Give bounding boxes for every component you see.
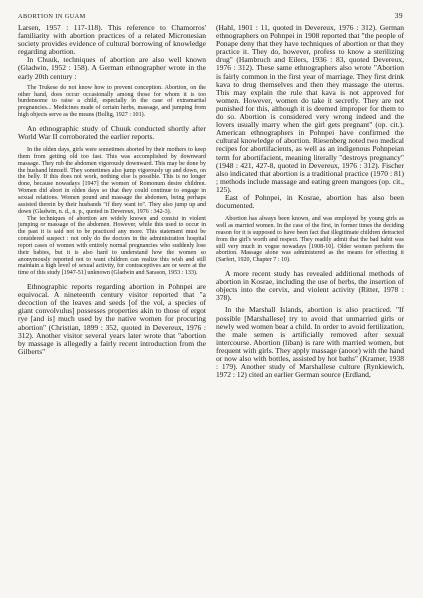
block-quote: In the olden days, girls were sometimes aborted by their mothers to keep them from getting old too fast. This was accomplished by downward massage. They rub the abdomen vigorously downward. This may be done by the husband himself. They sometimes also jump vigorously up and down, on the belly. If this does not work, nothing else is possible. This is no longer done, because nowadays [1947] the women of Romonum desire children. Women did abort in olden days so that they could continue to engage in sexual relations. Women pound and massage the abdomen, being perhaps assisted therein by their husbands "if they want to". They also jump up and down (Gladwin, n. d., n. p., quoted in Devereux, 1976 : 342-3). [18, 147, 206, 215]
page-number: 39 [394, 11, 403, 20]
block-quote: Abortion has always been known, and was employed by young girls as well as married women. In the case of the first, in former times the deciding reason for it is supposed to have been fact that illegitimate children detracted from the girl's worth and respect. They readily admit that the bad habit was still very much in vogue nowadays [1908-10]. Older women perform the abortion. Massage alone was administered as the means for effecting it (Sarfert, 1920, Chapter 7 : 10). [216, 216, 404, 264]
paragraph: In Chuuk, techniques of abortion are also well known (Gladwin, 1952 : 158). A German ethnographer wrote in the early 20th century : [18, 55, 206, 81]
paragraph: In the Marshall Islands, abortion is also practiced. "If possible [Marshallese] try to avoid that unmarried girls or newly wed women bear a child. In order to avoid fertilization, the male semen is artificially removed after sexual intercourse. Abortion (liban) is rare with married women, but frequent with girls. They apply massage (anoor) with the hand or now also with bottles, assisted by hot baths" (Kramer, 1938 : 179). Another study of Marshallese culture (Rynkiewich, 1972 : 12) cited an earlier German source (Erdland, [216, 305, 404, 380]
block-quote: The techniques of abortion are widely known and consist in violent jumping or massage of the abdomen. However, while this used to occur in the past it is said not to be practiced any more. This statement must be considered suspect : not only do the doctors in the administration hospital report cases of women with entirely normal pregnancies who suddenly lose their babies, but it is also hard to understand how the women so anonymously reported not to want children can realize this wish and still maintain a high level of sexual activity, for contraceptives are or were at the time of this study [1947-51] unknown (Gladwin and Sarason, 1953 : 133). [18, 215, 206, 277]
left-column [18, 24, 206, 379]
paragraph: Ethnographic reports regarding abortion in Pohnpei are equivocal. A nineteenth century visitor reported that "a decoction of the leaves and seeds [of the vol, a species of giant convolvulus] possesses properties akin to those of ergot rye [and is] much used by the native women for procuring abortion" (Christian, 1899 : 352, quoted in Devereux, 1976 : 312). Another visitor several years later wrote that "abortion by massage is allegedly a fairly recent introduction from the Gilberts" [18, 282, 206, 356]
paragraph: An ethnographic study of Chuuk conducted shortly after World War II corroborated the earlier reports. [18, 123, 206, 141]
running-title: ABORTION IN GUAM [18, 13, 86, 20]
paragraph: (Hahl, 1901 : 11, quoted in Devereux, 1976 : 312). German ethnographers on Pohnpei in 1908 reported that "the people of Ponape deny that they have techniques of abortion or that they practice it. They do, however, profess to know a sterilizing drug" (Hambruch and Eilers, 1936 : 83, quoted Devereux, 1976 : 312). These same ethnographers also wrote "Abortion is fairly common in the first year of marriage. They first drink kava to drug themselves and then they massage the uterus. This may explain the rule that kava is not approved for women. However, women do take it secretly. They are not punished for this, although it is deemed improper for them to do so. Abortion is considered very wrong indeed and the lovers usually marry when the girl gets pregnant" (op. cit.). American ethnographers in Pohnpei have confirmed the cultural knowledge of abortion. Riesenberg noted two medical recipes for abortifacients, as well as an indigenous Pohnpeian term for abortifacient, meaning literally "destroys pregnancy" (1948 : 421, 427-8, quoted in Devereux, 1976 : 312). Fischer also indicated that abortion is a traditional practice (1970 : 81) ; methods include massage and eating green mangoes (op. cit., 125). [216, 23, 404, 194]
right-column [216, 24, 404, 379]
paragraph: A more recent study has revealed additional methods of abortion in Kosrae, including the use of herbs, the insertion of objects into the cervix, and violent activity (Ritter, 1978 : 378). [216, 269, 404, 303]
text-columns [18, 24, 405, 379]
paragraph: Larsen, 1957 : 117-118). This reference to Chamorros' familiarity with abortion practices of a related Micronesian society provides evidence of cultural borrowing of knowledge regarding abortion. [18, 23, 206, 57]
paragraph: East of Pohnpei, in Kosrae, abortion has also been documented. [216, 192, 404, 211]
block-quote: The Trukese do not know how to prevent conception. Abortion, on the other hand, does occur occasionally among those for whom it is too burdensome to raise a child, especially in the case of extramarital pregnancies... Medicines made of certain herbs, massage, and jumping from high objects serve as the means (Bollig, 1927 : 101). [18, 84, 206, 119]
